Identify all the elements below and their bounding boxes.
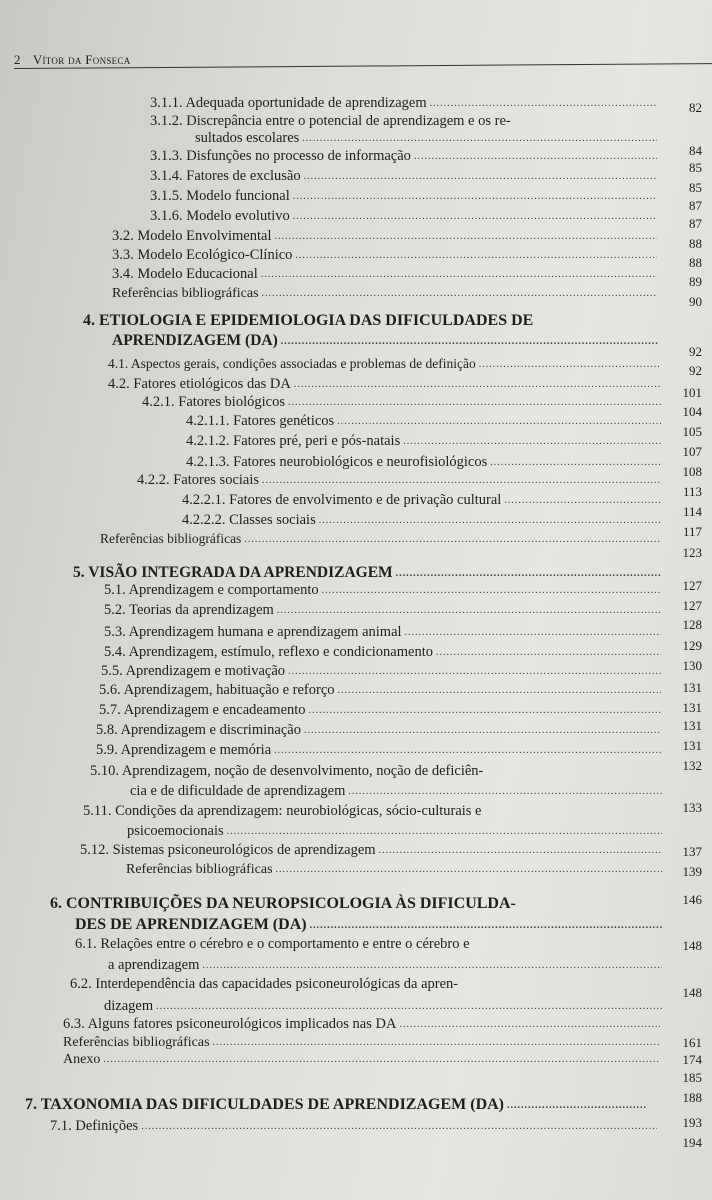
toc-entry [104, 998, 665, 1015]
toc-entry-title: 4. ETIOLOGIA E EPIDEMIOLOGIA DAS DIFICULDADES DE [83, 312, 534, 329]
toc-entry-title: 5. VISÃO INTEGRADA DA APRENDIZAGEM [73, 564, 393, 581]
dot-leader [262, 288, 657, 299]
toc-entry [80, 842, 665, 859]
toc-page-number: 90 [689, 294, 702, 309]
toc-page-number: 92 [689, 344, 702, 359]
toc-entry [127, 823, 665, 840]
dot-leader [156, 1001, 662, 1012]
toc-entry [104, 624, 664, 641]
toc-page-number: 105 [682, 424, 702, 439]
toc-entry-title: 4.2.1. Fatores biológicos [142, 394, 285, 410]
toc-entry-title: psicoemocionais [127, 823, 224, 839]
toc-page-number: 84 [689, 143, 702, 158]
toc-entry-title: 5.5. Aprendizagem e motivação [101, 663, 286, 679]
toc-section-heading [73, 564, 665, 582]
toc-page-number: 92 [689, 363, 702, 378]
toc-page-number: 131 [682, 738, 702, 753]
toc-page-number: 193 [682, 1115, 702, 1130]
dot-leader [281, 336, 659, 347]
toc-entry-title: DES DE APRENDIZAGEM (DA) [75, 916, 307, 933]
toc-entry-title: 3.1.3. Disfunções no processo de informação [150, 148, 411, 164]
toc-page-number: 132 [682, 758, 702, 773]
toc-entry-title: 5.8. Aprendizagem e discriminação [96, 722, 301, 738]
toc-entry [108, 376, 663, 393]
toc-entry [130, 783, 665, 800]
dot-leader [262, 475, 661, 486]
dot-leader [294, 379, 660, 390]
toc-entry-title: Referências bibliográficas [126, 862, 273, 877]
toc-entry-title: 5.6. Aprendizagem, habituação e reforço [99, 682, 335, 698]
toc-entry [96, 742, 664, 759]
toc-entry [96, 722, 664, 739]
toc-entry [101, 663, 664, 680]
toc-entry-title: 3.1.1. Adequada oportunidade de aprendizagem [150, 95, 427, 111]
toc-page-number: 194 [682, 1135, 702, 1150]
dot-leader [310, 920, 662, 931]
toc-page-number: 127 [682, 578, 702, 593]
dot-leader [479, 359, 660, 370]
toc-page-number: 185 [682, 1070, 702, 1085]
author-name: Vítor da Fonseca [32, 52, 131, 67]
toc-entry [112, 247, 660, 264]
dot-leader [399, 1019, 660, 1030]
toc-page-number: 82 [689, 100, 702, 115]
toc-entry [70, 976, 665, 993]
toc-entry-title: Referências bibliográficas [112, 286, 259, 301]
toc-page-number: 188 [682, 1090, 702, 1105]
toc-page-number: 148 [682, 938, 702, 953]
toc-entry-title: 5.10. Aprendizagem, noção de desenvolvimento, noção de deficiên- [90, 763, 484, 779]
toc-entry [195, 130, 660, 147]
toc-entry [186, 433, 664, 450]
toc-entry [150, 95, 660, 112]
toc-page-number: 85 [689, 160, 702, 175]
toc-entry-title: APRENDIZAGEM (DA) [112, 332, 278, 349]
dot-leader [202, 960, 662, 971]
toc-entry-title: 5.7. Aprendizagem e encadeamento [99, 702, 306, 718]
dot-leader [405, 627, 661, 638]
dot-leader [274, 745, 661, 756]
toc-page-number: 88 [689, 255, 702, 270]
toc-entry-title: 3.1.6. Modelo evolutivo [150, 208, 290, 224]
dot-leader [244, 534, 661, 545]
toc-entry-title: 7. TAXONOMIA DAS DIFICULDADES DE APRENDIZAGEM (DA) [25, 1096, 504, 1113]
dot-leader [322, 585, 661, 596]
toc-page-number: 131 [682, 718, 702, 733]
toc-page-number: 148 [682, 985, 702, 1000]
dot-leader [504, 495, 661, 506]
toc-entry [83, 803, 665, 820]
page-number: 2 [14, 52, 21, 67]
toc-page-number: 101 [682, 385, 702, 400]
dot-leader [293, 191, 657, 202]
toc-entry [150, 113, 670, 130]
dot-leader [304, 171, 657, 182]
toc-entry-title: Referências bibliográficas [100, 531, 242, 546]
toc-entry-title: 4.1. Aspectos gerais, condições associadas e problemas de definição [108, 356, 476, 371]
toc-page-number: 139 [682, 864, 702, 879]
dot-leader [213, 1037, 660, 1048]
toc-page-number: 137 [682, 844, 702, 859]
toc-entry-title: 5.2. Teorias da aprendizagem [104, 602, 274, 618]
toc-entry [63, 1052, 663, 1068]
toc-entry-title: 6.1. Relações entre o cérebro e o comportamento e entre o cérebro e [75, 936, 470, 952]
toc-entry-title: 4.2. Fatores etiológicos das DA [108, 376, 291, 392]
toc-entry-title: 3.4. Modelo Educacional [112, 266, 258, 282]
toc-entry-title: 4.2.2.1. Fatores de envolvimento e de privação cultural [182, 492, 502, 508]
dot-leader [379, 845, 662, 856]
toc-entry [112, 228, 660, 245]
toc-section-heading [112, 332, 662, 350]
toc-page-number: 161 [682, 1035, 702, 1050]
toc-entry-title: 3.3. Modelo Ecológico-Clínico [112, 247, 293, 263]
dot-leader [288, 397, 661, 408]
toc-entry [182, 512, 664, 529]
toc-entry [112, 286, 660, 302]
dot-leader [277, 605, 661, 616]
toc-entry-title: 4.2.1.2. Fatores pré, peri e pós-natais [186, 433, 401, 449]
toc-entry-title: 6.3. Alguns fatores psiconeurológicos implicados nas DA [63, 1016, 397, 1032]
toc-entry-title: a aprendizagem [108, 957, 200, 973]
toc-entry [112, 266, 660, 283]
toc-entry-title: 4.2.2.2. Classes sociais [182, 512, 316, 528]
toc-page-number: 108 [682, 464, 702, 479]
toc-entry [186, 454, 664, 471]
toc-entry-title: sultados escolares [195, 130, 300, 146]
toc-entry [90, 763, 665, 780]
toc-entry [104, 582, 664, 599]
toc-page-number: 129 [682, 638, 702, 653]
toc-entry-title: 3.1.2. Discrepância entre o potencial de aprendizagem e os re- [150, 113, 511, 129]
toc-entry [100, 531, 664, 547]
dot-leader [227, 826, 662, 837]
dot-leader [396, 568, 662, 579]
dot-leader [288, 666, 661, 677]
dot-leader [430, 98, 657, 109]
toc-entry [126, 862, 666, 878]
toc-page-number: 174 [682, 1052, 702, 1067]
toc-page-number: 87 [689, 216, 702, 231]
dot-leader [348, 786, 662, 797]
dot-leader [414, 151, 657, 162]
dot-leader [293, 211, 657, 222]
toc-entry-title: 6.2. Interdependência das capacidades psiconeurológicas da apren- [70, 976, 459, 992]
toc-page-number: 114 [682, 504, 702, 519]
toc-entry-title: Anexo [63, 1052, 101, 1067]
dot-leader [403, 436, 661, 447]
toc-entry-title: 4.2.2. Fatores sociais [137, 472, 260, 488]
dot-leader [309, 705, 661, 716]
toc-page-number: 107 [682, 444, 702, 459]
toc-page-number: 113 [682, 484, 702, 499]
dot-leader [276, 864, 663, 875]
toc-entry [137, 472, 664, 489]
toc-section-heading [25, 1096, 650, 1114]
toc-entry [150, 188, 660, 205]
dot-leader [141, 1121, 657, 1132]
toc-entry-title: Referências bibliográficas [63, 1035, 210, 1050]
toc-entry-title: 5.9. Aprendizagem e memória [96, 742, 272, 758]
toc-section-heading [50, 895, 665, 913]
toc-page-number: 89 [689, 274, 702, 289]
toc-entry [63, 1016, 663, 1033]
toc-entry [104, 644, 664, 661]
toc-page-number: 131 [682, 680, 702, 695]
toc-entry [150, 168, 660, 185]
toc-page-number: 131 [682, 700, 702, 715]
toc-entry-title: cia e de dificuldade de aprendizagem [130, 783, 346, 799]
toc-entry-title: 3.2. Modelo Envolvimental [112, 228, 272, 244]
toc-page-number: 85 [689, 180, 702, 195]
toc-entry [99, 702, 664, 719]
toc-page-number: 87 [689, 198, 702, 213]
toc-entry [99, 682, 664, 699]
toc-entry-title: 6. CONTRIBUIÇÕES DA NEUROPSICOLOGIA ÀS DIFICULDA- [50, 895, 516, 912]
toc-entry-title: 7.1. Definições [50, 1118, 139, 1134]
toc-entry [142, 394, 664, 411]
toc-entry [104, 602, 664, 619]
toc-page-number: 133 [682, 800, 702, 815]
toc-section-heading [75, 916, 665, 934]
toc-entry [182, 492, 664, 509]
dot-leader [103, 1054, 660, 1065]
toc-page-number: 128 [682, 617, 702, 632]
toc-entry-title: 3.1.4. Fatores de exclusão [150, 168, 301, 184]
dot-leader [338, 685, 661, 696]
toc-entry [186, 413, 664, 430]
dot-leader [274, 231, 657, 242]
toc-entry [150, 148, 660, 165]
dot-leader [319, 515, 661, 526]
toc-entry-title: 5.4. Aprendizagem, estímulo, reflexo e condicionamento [104, 644, 433, 660]
toc-entry [108, 356, 663, 372]
dot-leader [337, 416, 661, 427]
toc-page-number: 130 [682, 658, 702, 673]
dot-leader [302, 133, 657, 144]
toc-entry [150, 208, 660, 225]
toc-page-number: 104 [682, 404, 702, 419]
dot-leader [261, 269, 657, 280]
toc-page-number: 117 [682, 524, 702, 539]
toc-entry-title: dizagem [104, 998, 154, 1014]
dot-leader [507, 1100, 647, 1111]
toc-entry-title: 4.2.1.3. Fatores neurobiológicos e neurofisiológicos [186, 454, 488, 470]
toc-entry [50, 1118, 660, 1135]
toc-page-number: 127 [682, 598, 702, 613]
toc-entry [108, 957, 665, 974]
toc-entry [63, 1035, 663, 1051]
toc-page-number: 123 [682, 545, 702, 560]
toc-entry-title: 3.1.5. Modelo funcional [150, 188, 290, 204]
toc-section-heading [83, 312, 663, 330]
toc-entry-title: 5.11. Condições da aprendizagem: neurobiológicas, sócio-culturais e [83, 803, 482, 819]
toc-entry-title: 5.1. Aprendizagem e comportamento [104, 582, 319, 598]
dot-leader [304, 725, 661, 736]
dot-leader [490, 457, 661, 468]
toc-entry-title: 5.12. Sistemas psiconeurológicos de aprendizagem [80, 842, 376, 858]
toc-entry-title: 4.2.1.1. Fatores genéticos [186, 413, 335, 429]
toc-page-number: 88 [689, 236, 702, 251]
toc-entry-title: 5.3. Aprendizagem humana e aprendizagem animal [104, 624, 402, 640]
dot-leader [436, 647, 661, 658]
toc-entry [75, 936, 665, 953]
toc-page-number: 146 [682, 892, 702, 907]
dot-leader [295, 250, 657, 261]
